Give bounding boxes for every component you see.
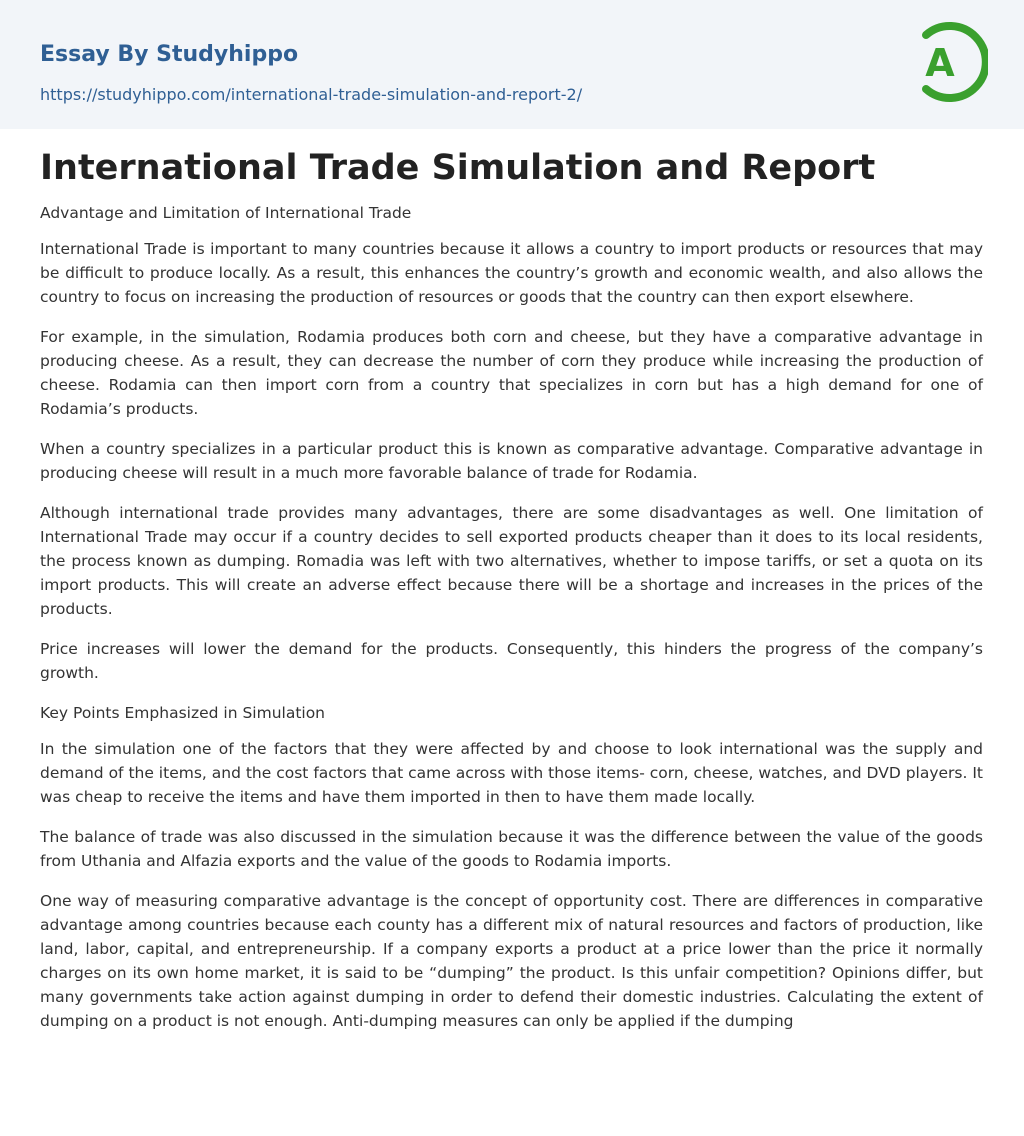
paragraph-5: Price increases will lower the demand for the products. Consequently, this hinders the progress of the company’s growth. (40, 640, 983, 682)
article-body (40, 145, 983, 1033)
paragraph-3: When a country specializes in a particular product this is known as comparative advantage. Comparative advantage in producing cheese will result in a much more favorable balance of trade for Rodamia. (40, 440, 983, 482)
logo-letter: A (925, 41, 955, 85)
section-heading-key-points: Key Points Emphasized in Simulation (40, 704, 326, 722)
paragraph-4: Although international trade provides many advantages, there are some disadvantages as well. One limitation of International Trade may occur if a country decides to sell exported products cheaper than it does to its local residents, the process known as dumping. Romadia was left with two alternatives, whether to impose tariffs, or set a quota on its import products. This will create an adverse effect because there will be a shortage and increases in the prices of the products. (40, 504, 983, 618)
studyhippo-logo-icon[interactable] (912, 18, 988, 106)
paragraph-2: For example, in the simulation, Rodamia produces both corn and cheese, but they have a comparative advantage in producing cheese. As a result, they can decrease the number of corn they produce while increasing the production of cheese. Rodamia can then import corn from a country that specializes in corn but has a high demand for one of Rodamia’s products. (40, 328, 983, 418)
paragraph-6: In the simulation one of the factors that they were affected by and choose to look international was the supply and demand of the items, and the cost factors that came across with those items- corn, cheese, watches, and DVD players. It was cheap to receive the items and have them imported in then to have them made locally. (40, 740, 983, 806)
site-brand[interactable]: Essay By Studyhippo (40, 42, 299, 67)
paragraph-7: The balance of trade was also discussed in the simulation because it was the difference between the value of the goods from Uthania and Alfazia exports and the value of the goods to Rodamia imports. (40, 828, 983, 870)
article-url-link[interactable]: https://studyhippo.com/international-trade-simulation-and-report-2/ (40, 85, 583, 104)
article-title: International Trade Simulation and Report (40, 148, 876, 188)
paragraph-8: One way of measuring comparative advantage is the concept of opportunity cost. There are differences in comparative advantage among countries because each county has a different mix of natural resources and factors of production, like land, labor, capital, and entrepreneurship. If a company exports a product at a price lower than the price it normally charges on its own home market, it is said to be “dumping” the product. Is this unfair competition? Opinions differ, but many governments take action against dumping in order to defend their domestic industries. Calculating the extent of dumping on a product is not enough. Anti-dumping measures can only be applied if the dumping (40, 892, 983, 1030)
paragraph-1: International Trade is important to many countries because it allows a country to import products or resources that may be difficult to produce locally. As a result, this enhances the country’s growth and economic wealth, and also allows the country to focus on increasing the production of resources or goods that the country can then export elsewhere. (40, 240, 983, 306)
site-header (0, 0, 1024, 129)
section-heading-advantages: Advantage and Limitation of International Trade (40, 204, 412, 222)
